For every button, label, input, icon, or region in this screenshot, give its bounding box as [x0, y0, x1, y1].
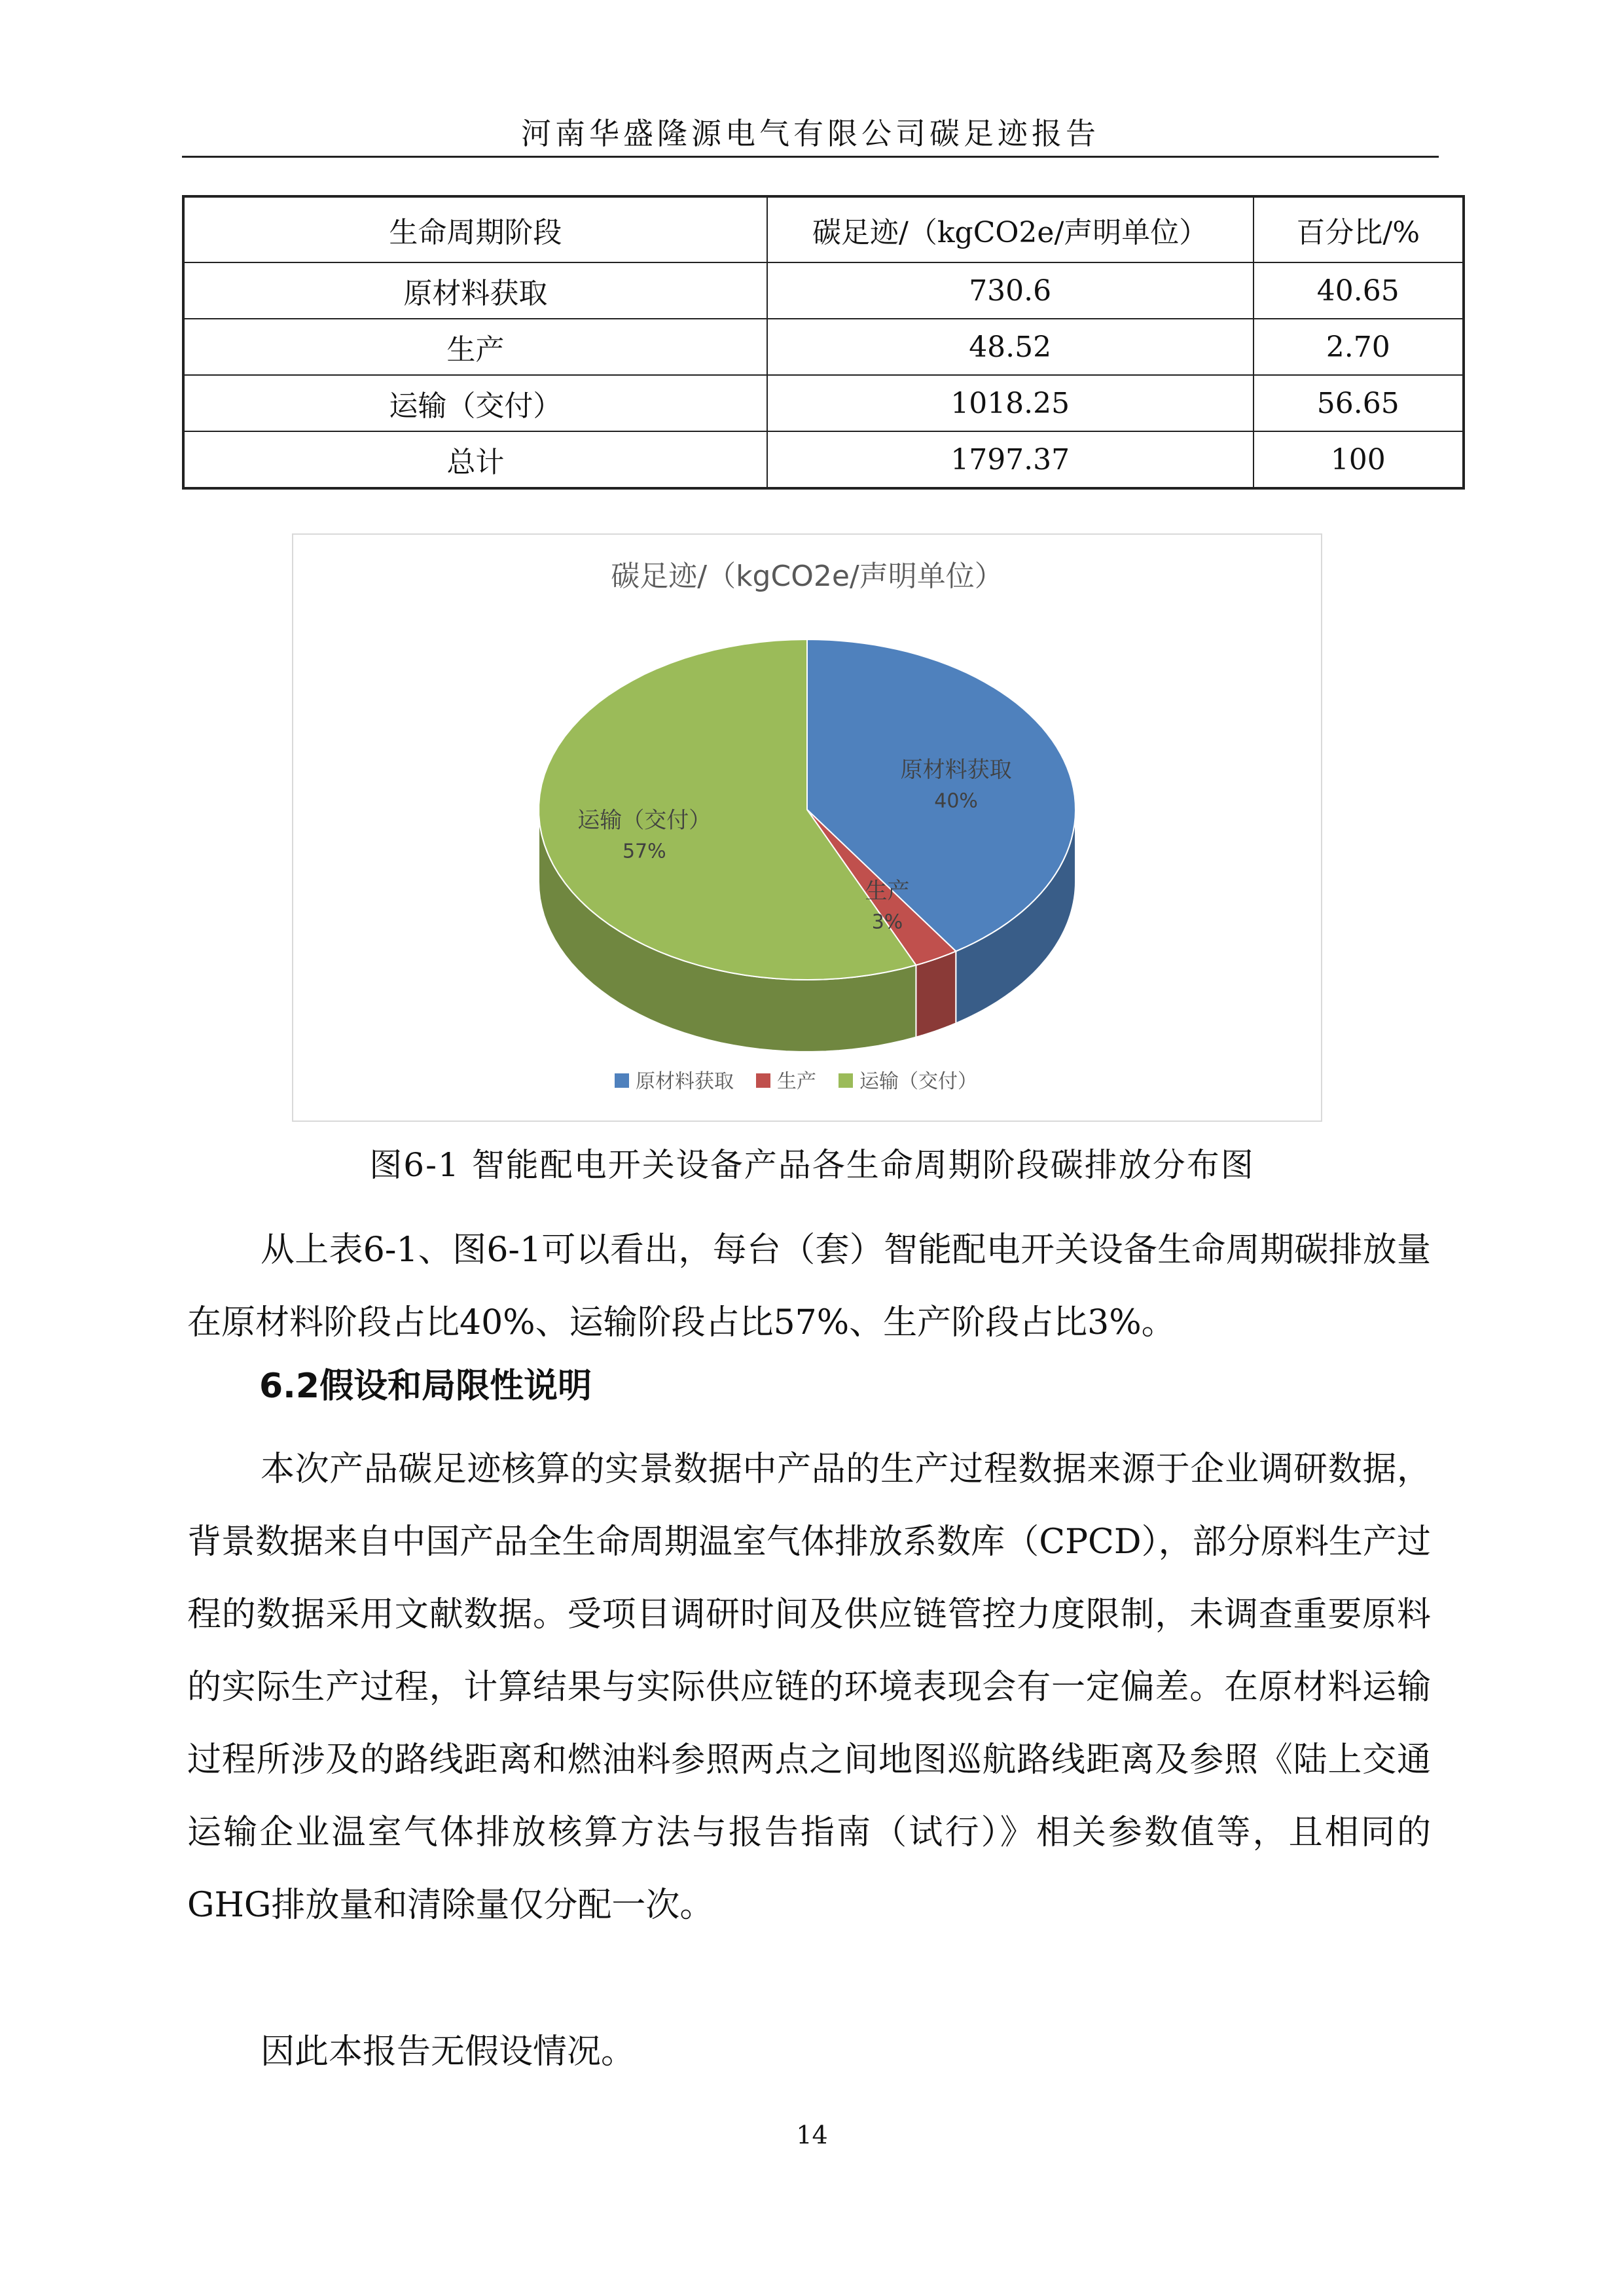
legend-label: 运输（交付）: [859, 1070, 977, 1093]
legend-swatch: [615, 1073, 629, 1088]
pie-label-percent: 57%: [622, 840, 666, 863]
table-header-cell: 百分比/%: [1254, 196, 1464, 262]
legend-swatch: [839, 1073, 853, 1088]
pie-slice-side: [916, 951, 956, 1037]
table-cell-stage: 生产: [183, 319, 767, 375]
table-cell-percent: 56.65: [1254, 375, 1464, 431]
pie-label-category: 原材料获取: [900, 757, 1012, 783]
table-cell-stage: 运输（交付）: [183, 375, 767, 431]
table-cell-percent: 40.65: [1254, 262, 1464, 319]
table-row-total: [183, 431, 1464, 488]
table-cell-stage: 原材料获取: [183, 262, 767, 319]
legend-label: 原材料获取: [636, 1070, 734, 1093]
table-header-cell: 碳足迹/（kgCO2e/声明单位）: [767, 196, 1254, 262]
table-header-cell: 生命周期阶段: [183, 196, 767, 262]
section-title: 6.2假设和局限性说明: [259, 1367, 592, 1406]
chart-title: 碳足迹/（kgCO2e/声明单位）: [611, 560, 1003, 593]
table-row: [183, 319, 1464, 375]
table-cell-value: 1018.25: [767, 375, 1254, 431]
pie-label-category: 生产: [865, 878, 910, 905]
table-cell-value: 48.52: [767, 319, 1254, 375]
pie-chart: [292, 533, 1322, 1122]
carbon-footprint-table: [182, 195, 1465, 490]
legend-label: 生产: [777, 1070, 816, 1093]
legend-swatch: [756, 1073, 770, 1088]
paragraph-summary: 从上表6-1、图6-1可以看出，每台（套）智能配电开关设备生命周期碳排放量在原材料阶段占比40%、运输阶段占比57%、生产阶段占比3%。: [187, 1230, 1431, 1342]
pie-chart-svg: [293, 535, 1321, 1121]
table-row: [183, 375, 1464, 431]
paragraph-assumptions: 本次产品碳足迹核算的实景数据中产品的生产过程数据来源于企业调研数据，背景数据来自中国产品全生命周期温室气体排放系数库（CPCD），部分原料生产过程的数据采用文献数据。受项目调研时间及供应链管控力度限制，未调查重要原料的实际生产过程，计算结果与实际供应链的环境表现会有一定偏差。在原材料运输过程所涉及的路线距离和燃油料参照两点之间地图巡航路线距离及参照《陆上交通运输企业温室气体排放核算方法与报告指南（试行）》相关参数值等，且相同的GHG排放量和清除量仅分配一次。: [187, 1450, 1431, 1925]
table-row: [183, 262, 1464, 319]
figure-caption: 图6-1 智能配电开关设备产品各生命周期阶段碳排放分布图: [369, 1146, 1255, 1184]
paragraph-conclusion: 因此本报告无假设情况。: [261, 2032, 636, 2072]
pie-label-category: 运输（交付）: [577, 807, 712, 834]
page-number: 14: [796, 2121, 828, 2149]
table-cell-value: 1797.37: [767, 431, 1254, 488]
pie-label-percent: 40%: [934, 789, 978, 813]
table-header-row: [183, 196, 1464, 262]
page-header: 河南华盛隆源电气有限公司碳足迹报告: [182, 111, 1439, 158]
table-cell-percent: 100: [1254, 431, 1464, 488]
table-cell-value: 730.6: [767, 262, 1254, 319]
pie-label-percent: 3%: [871, 910, 903, 934]
table-cell-stage: 总计: [183, 431, 767, 488]
table-cell-percent: 2.70: [1254, 319, 1464, 375]
